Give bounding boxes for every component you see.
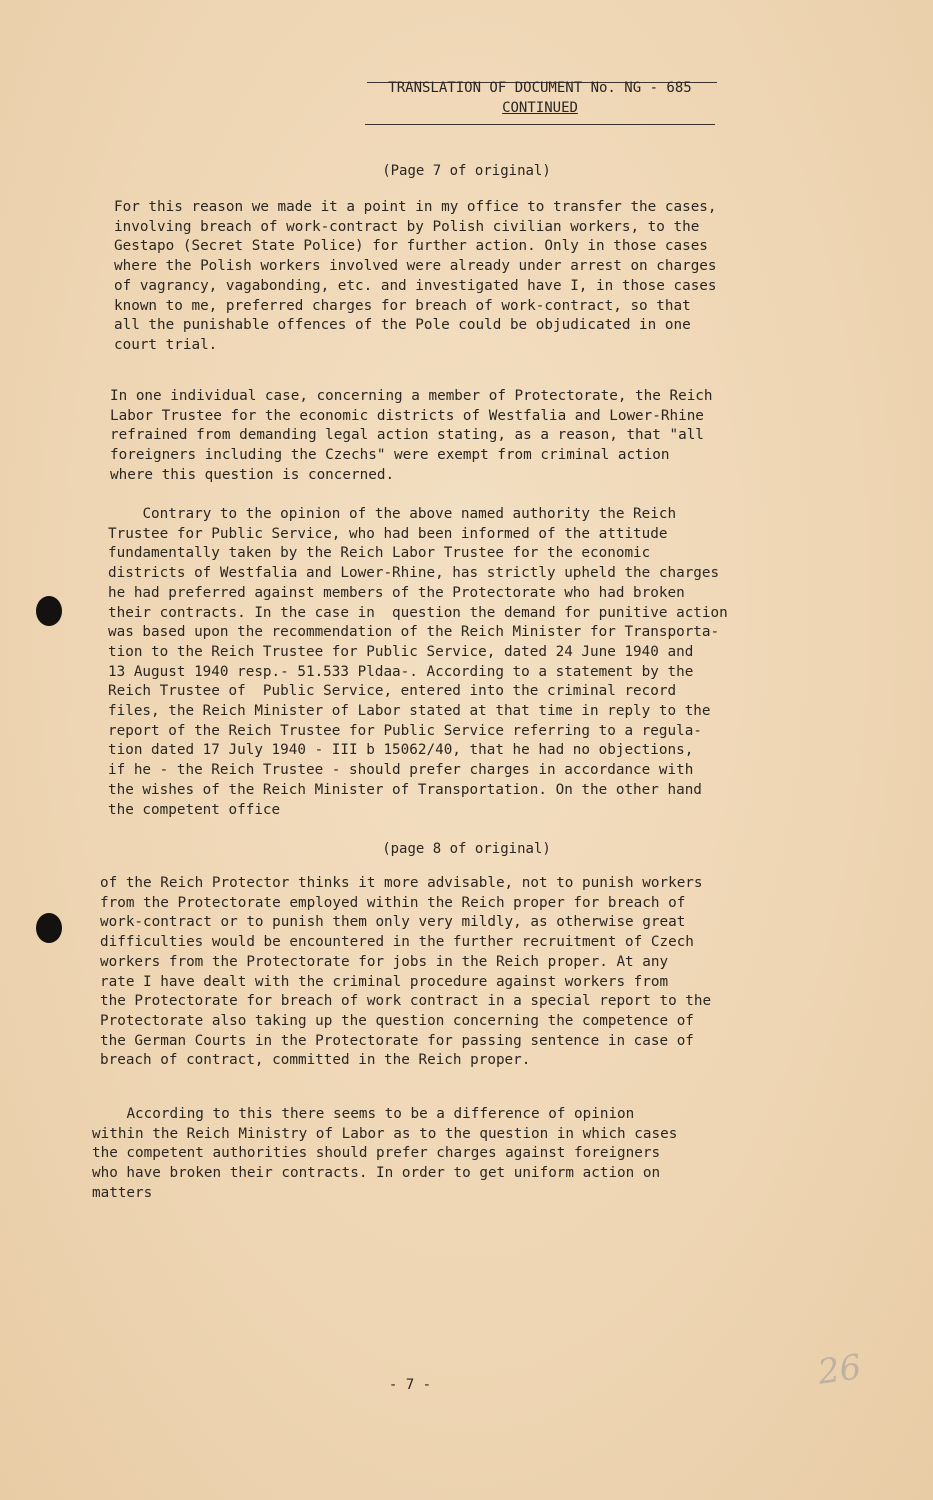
paragraph-4: of the Reich Protector thinks it more advisable, not to punish workers from the Protectorate employed within the Reich proper for breach of work-contract or to punish them only very mildly, as otherwise great difficulties would be encountered in the further recruitment of Czech workers from the Protectorate for jobs in the Reich proper. At any rate I have dealt with the criminal procedure against workers from the Protectorate for breach of work contract in a special report to the Protectorate also taking up the question concerning the competence of the German Courts in the Protectorate for passing sentence in case of breach of contract, committed in the Reich proper. [100,875,712,1069]
header-continued: CONTINUED [502,100,578,116]
header-bottom-rule [365,124,715,125]
document-header [365,78,715,118]
handwritten-folio-number: 26 [815,1347,864,1393]
original-page-marker-8: (page 8 of original) [382,841,551,857]
page-number: - 7 - [388,1377,432,1393]
header-title: TRANSLATION OF DOCUMENT No. NG - 685 [388,80,692,96]
paragraph-3: Contrary to the opinion of the above named authority the Reich Trustee for Public Service, who had been informed of the attitude fundamentally taken by the Reich Labor Trustee for the economic districts of Westfalia and Lower-Rhine, has strictly upheld the charges he had preferred against members of the Protectorate who had broken their contracts. In the case in question the demand for punitive action was based upon the recommendation of the Reich Minister for Transporta- tion to the Reich Trustee for Public Service, dated 24 June 1940 and 13 August 1940 resp.- 51.533 Pldaa-. According to a statement by the Reich Trustee of Public Service, entered into the criminal record files, the Reich Minister of Labor stated at that time in reply to the report of the Reich Trustee for Public Service referring to a regula- tion dated 17 July 1940 - III b 15062/40, that he had no objections, if he - the Reich Trustee - should prefer charges in accordance with the wishes of the Reich Minister of Transportation. On the other hand the competent office [108,506,728,818]
original-page-marker-7: (Page 7 of original) [382,163,551,179]
punch-hole-bottom [36,913,62,943]
paragraph-2: In one individual case, concerning a member of Protectorate, the Reich Labor Trustee for the economic districts of Westfalia and Lower-Rhine refrained from demanding legal action stating, as a reason, that "all foreigners including the Czechs" were exempt from criminal action where this question is concerned. [110,388,713,483]
paragraph-1: For this reason we made it a point in my office to transfer the cases, involving breach of work-contract by Polish civilian workers, to the Gestapo (Secret State Police) for further action. Only in those cases where the Polish workers involved were already under arrest on charges of vagrancy, vagabonding, etc. and investigated have I, in those cases known to me, preferred charges for breach of work-contract, so that all the punishable offences of the Pole could be objudicated in one court trial. [114,199,717,353]
paragraph-5: According to this there seems to be a difference of opinion within the Reich Ministry of Labor as to the question in which cases the competent authorities should prefer charges against foreigners who have broken their contracts. In order to get uniform action on matters [92,1106,678,1201]
punch-hole-top [36,596,62,626]
